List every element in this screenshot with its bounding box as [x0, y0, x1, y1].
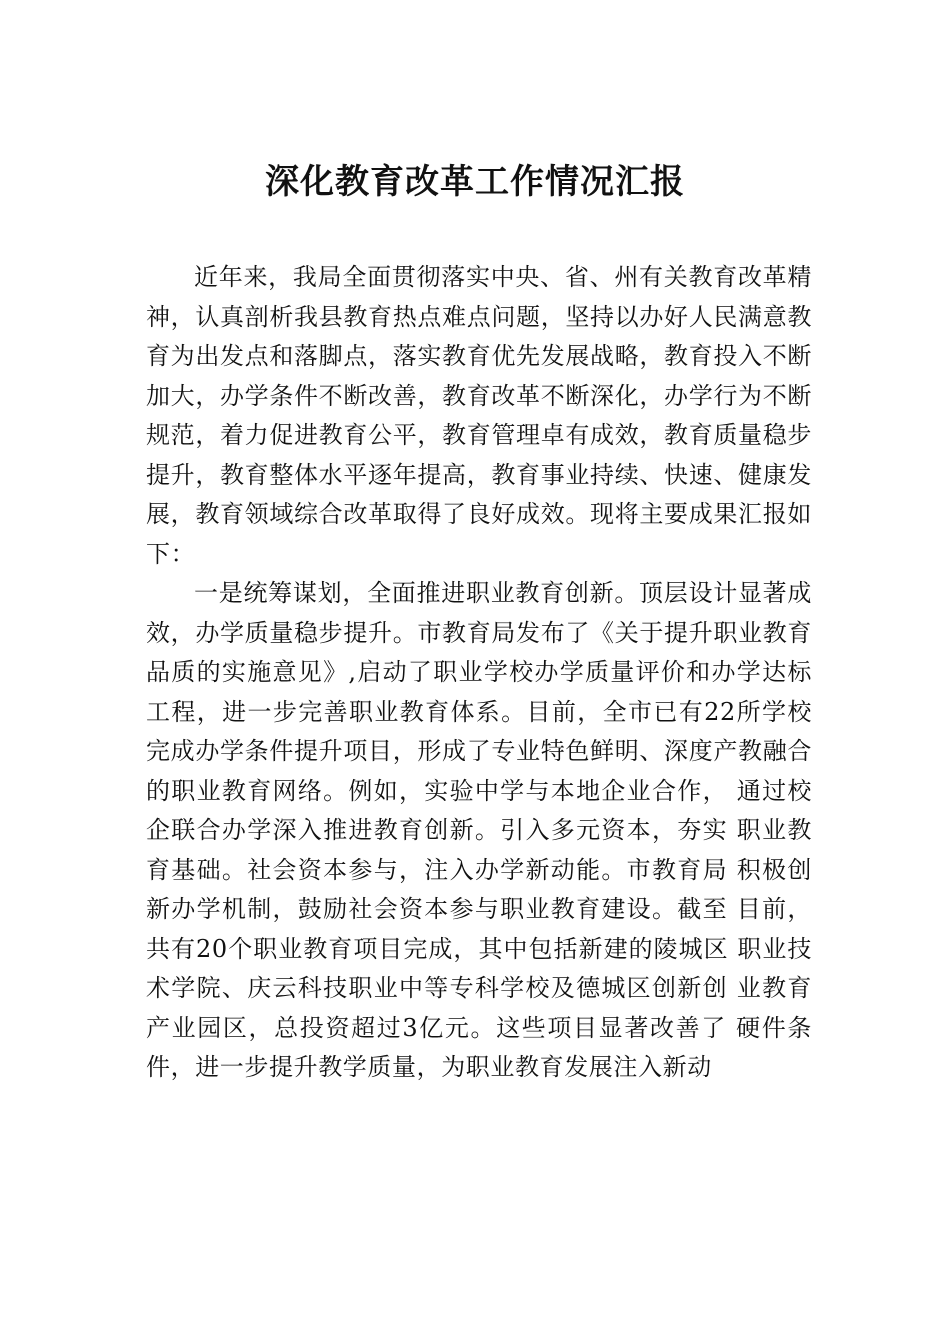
paragraph-vocational-education: 一是统筹谋划，全面推进职业教育创新。顶层设计显著成效，办学质量稳步提升。市教育局发布了《关于提升职业教育品质的实施意见》,启动了职业学校办学质量评价和办学达标工程，进一步完善职业教育体系。目前，全市已有22所学校完成办学条件提升项目，形成了专业特色鲜明、深度产教融合的职业教育网络。例如，实验中学与本地企业合作， 通过校企联合办学深入推进教育创新。引入多元资本，夯实 职业教育基础。社会资本参与，注入办学新动能。市教育局 积极创新办学机制，鼓励社会资本参与职业教育建设。截至 目前，共有20个职业教育项目完成，其中包括新建的陵城区 职业技术学院、庆云科技职业中等专科学校及德城区创新创 业教育产业园区，总投资超过3亿元。这些项目显著改善了 硬件条件，进一步提升教学质量，为职业教育发展注入新动 — [146, 579, 812, 1081]
document-body — [146, 258, 812, 1088]
paragraph-intro: 近年来，我局全面贯彻落实中央、省、州有关教育改革精神，认真剖析我县教育热点难点问题，坚持以办好人民满意教育为出发点和落脚点，落实教育优先发展战略，教育投入不断加大，办学条件不断改善，教育改革不断深化，办学行为不断规范，着力促进教育公平，教育管理卓有成效，教育质量稳步提升，教育整体水平逐年提高，教育事业持续、快速、健康发展，教育领域综合改革取得了良好成效。现将主要成果汇报如下： — [146, 263, 812, 568]
document-title: 深化教育改革工作情况汇报 — [265, 162, 685, 202]
